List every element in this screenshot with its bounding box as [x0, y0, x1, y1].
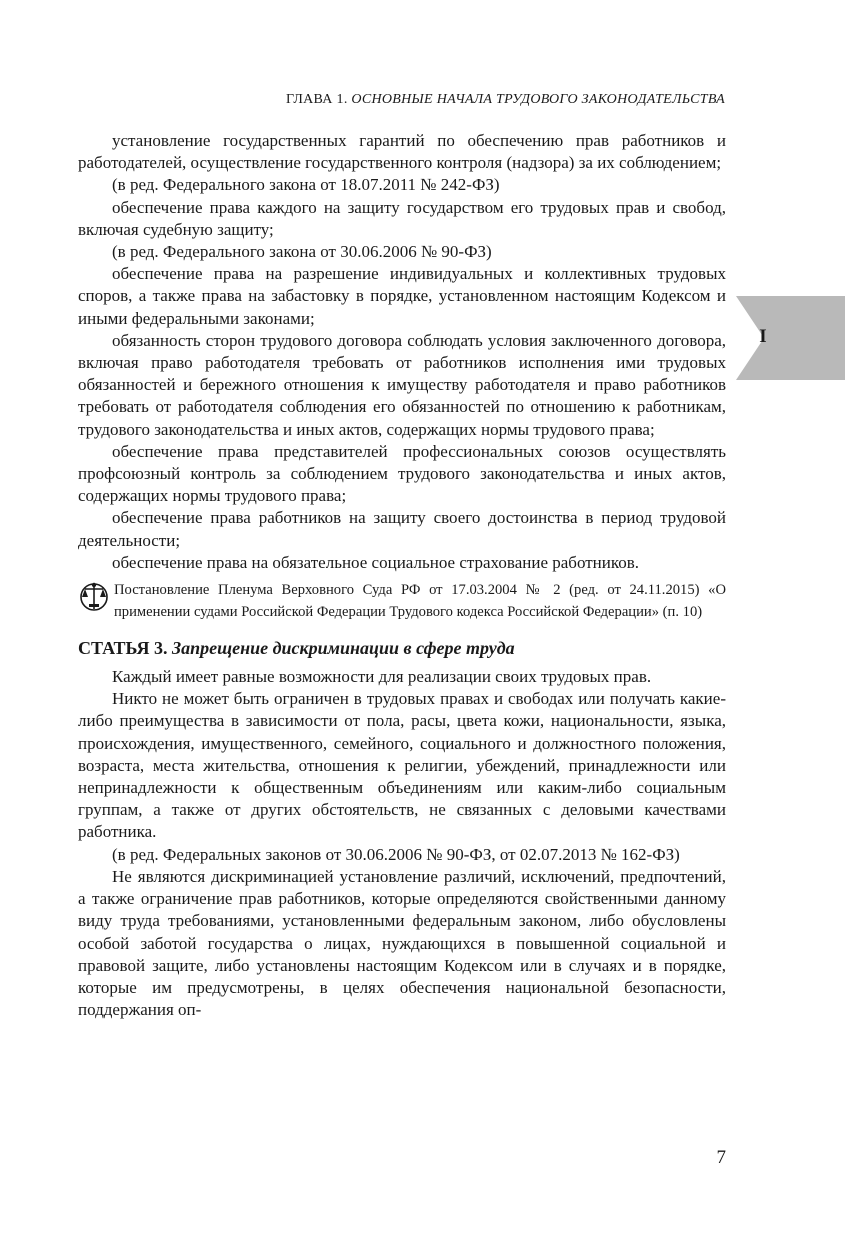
chapter-tab-label: I — [759, 326, 767, 347]
paragraph: обеспечение права на обязательное социальное страхование работников. — [112, 552, 640, 572]
amendment-note: (в ред. Федерального закона от 30.06.2006 № 90-ФЗ) — [112, 242, 492, 262]
court-ruling-text: Постановление Пленума Верховного Суда РФ от 17.03.2004 № 2 (ред. от 24.11.2015) «О применении судами Российской Федерации Трудового кодекса Российской Федерации» (п. 10) — [114, 582, 726, 620]
paragraph: обеспечение права представителей профессиональных союзов осуществлять профсоюзный контроль за соблюдением трудового законодательства и иных актов, содержащих нормы трудового права; — [78, 441, 726, 506]
chapter-title: ОСНОВНЫЕ НАЧАЛА ТРУДОВОГО ЗАКОНОДАТЕЛЬСТВА — [351, 92, 725, 107]
amendment-note: (в ред. Федерального закона от 18.07.2011 № 242-ФЗ) — [112, 175, 500, 195]
page-body — [78, 130, 726, 1021]
court-scales-icon — [78, 580, 110, 612]
paragraph: установление государственных гарантий по обеспечению прав работников и работодателей, осуществление государственного контроля (надзора) за их соблюдением; — [78, 131, 726, 173]
chapter-prefix: ГЛАВА 1. — [286, 92, 352, 107]
paragraph: Каждый имеет равные возможности для реализации своих трудовых прав. — [112, 667, 652, 687]
amendment-note: (в ред. Федеральных законов от 30.06.2006 № 90-ФЗ, от 02.07.2013 № 162-ФЗ) — [112, 844, 680, 864]
article-title: Запрещение дискриминации в сфере труда — [171, 638, 515, 659]
paragraph: обязанность сторон трудового договора соблюдать условия заключенного договора, включая право работодателя требовать от работников исполнения ими трудовых обязанностей и бережного отношения к имуществу работодателя и право работников требовать от работодателя соблюдения его обязанностей по отношению к работникам, трудового законодательства и иных актов, содержащих нормы трудового права; — [78, 330, 726, 439]
running-header — [78, 92, 725, 108]
paragraph: обеспечение права на разрешение индивидуальных и коллективных трудовых споров, а также права на забастовку в порядке, установленном настоящим Кодексом и иными федеральными законами; — [78, 264, 726, 328]
article-number: СТАТЬЯ 3. — [78, 638, 168, 659]
paragraph: обеспечение права работников на защиту своего достоинства в период трудовой деятельности; — [78, 508, 726, 550]
article-heading — [78, 636, 726, 660]
page-number: 7 — [716, 1147, 726, 1168]
paragraph: Никто не может быть ограничен в трудовых правах и свободах или получать какие-либо преимущества в зависимости от пола, расы, цвета кожи, национальности, языка, происхождения, имущественного, семейного, социального и должностного положения, возраста, места жительства, отношения к религии, убеждений, принадлежности или непринадлежности к общественным объединениям или каким-либо социальным группам, а также от других обстоятельств, не связанных с деловыми качествами работника. — [78, 689, 726, 842]
court-ruling-note — [78, 580, 726, 623]
paragraph: обеспечение права каждого на защиту государством его трудовых прав и свобод, включая судебную защиту; — [78, 197, 726, 239]
paragraph: Не являются дискриминацией установление различий, исключений, предпочтений, а также ограничение прав работников, которые определяются свойственными данному виду труда требованиями, установленными федеральным законом, либо обусловлены особой заботой государства о лицах, нуждающихся в повышенной социальной и правовой защите, либо установлены настоящим Кодексом или в случаях и в порядке, которые им предусмотрены, в целях обеспечения национальной безопасности, поддержания оп- — [78, 866, 726, 1020]
